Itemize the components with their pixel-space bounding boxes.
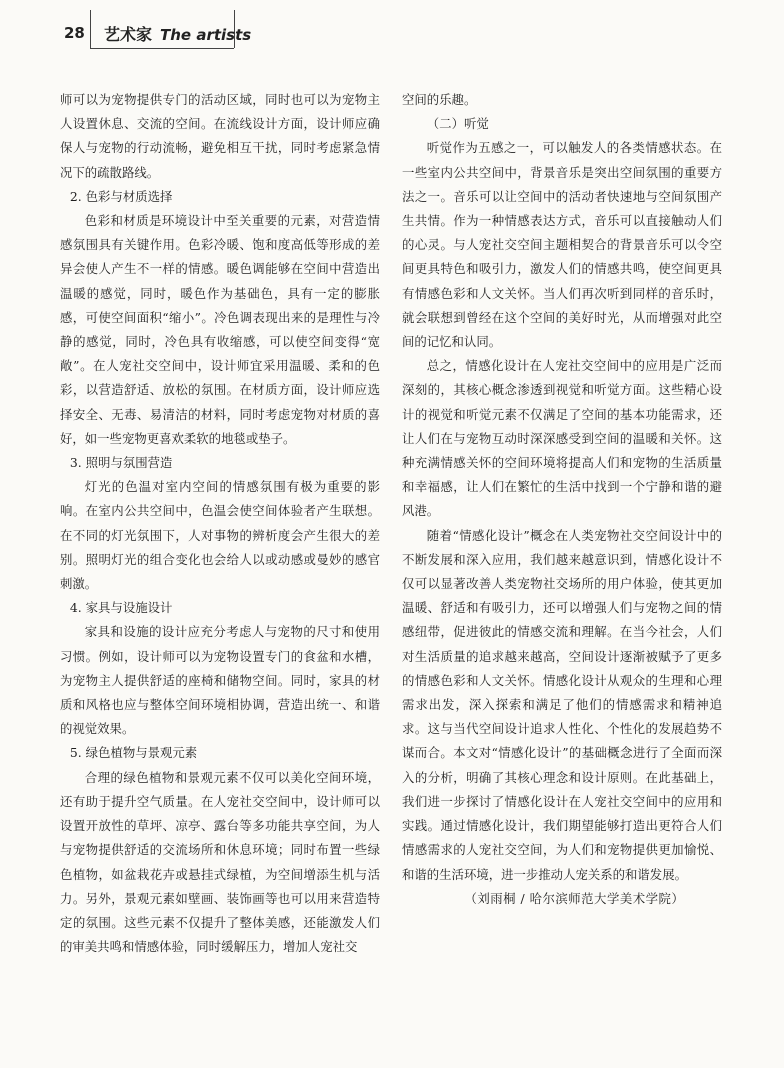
section-heading: 5. 绿色植物与景观元素 bbox=[69, 745, 198, 761]
page-header bbox=[0, 0, 784, 58]
paragraph: 听觉作为五感之一，可以触发人的各类情感状态。在一些室内公共空间中，背景音乐是突出空间氛围的重要方法之一。音乐可以让空间中的活动者快速地与空间氛围产生共情。作为一种情感表达方式，音乐可以直接触动人们的心灵。与人宠社交空间主题相契合的背景音乐可以令空间更具特色和吸引力，激发人们的情感共鸣，使空间更具有情感色彩和人文关怀。当人们再次听到同样的音乐时，就会联想到曾经在这个空间的美好时光，从而增强对此空间的记忆和认同。 bbox=[402, 140, 722, 350]
section-heading: 2. 色彩与材质选择 bbox=[69, 188, 173, 204]
header-rule bbox=[90, 48, 234, 49]
right-column bbox=[402, 88, 722, 911]
paragraph: 色彩和材质是环境设计中至关重要的元素，对营造情感氛围具有关键作用。色彩冷暖、饱和度高低等形成的差异会使人产生不一样的情感。暖色调能够在空间中营造出温暖的感觉，同时，暖色作为基础色，具有一定的膨胀感，可使空间面积“缩小”。冷色调表现出来的是理性与冷静的感觉，同时，冷色具有收缩感，可以使空间变得“宽敞”。在人宠社交空间中，设计师宜采用温暖、柔和的色彩，以营造舒适、放松的氛围。在材质方面，设计师应选择安全、无毒、易清洁的材料，同时考虑宠物对材质的喜好，如一些宠物更喜欢柔软的地毯或垫子。 bbox=[60, 213, 380, 446]
header-divider-left bbox=[90, 10, 91, 48]
author-affiliation: （刘雨桐 / 哈尔滨师范大学美术学院） bbox=[464, 890, 685, 906]
paragraph: 总之，情感化设计在人宠社交空间中的应用是广泛而深刻的，其核心概念渗透到视觉和听觉方面。这些精心设计的视觉和听觉元素不仅满足了空间的基本功能需求，还让人们在与宠物互动时深深感受到空间的温暖和关怀。这种充满情感关怀的空间环境将提高人们和宠物的生活质量和幸福感，让人们在繁忙的生活中找到一个宁静和谐的避风港。 bbox=[402, 358, 722, 519]
paragraph: 家具和设施的设计应充分考虑人与宠物的尺寸和使用习惯。例如，设计师可以为宠物设置专门的食盆和水槽，为宠物主人提供舒适的座椅和储物空间。同时，家具的材质和风格也应与整体空间环境相协调，营造出统一、和谐的视觉效果。 bbox=[60, 624, 380, 737]
paragraph: 灯光的色温对室内空间的情感氛围有极为重要的影响。在室内公共空间中，色温会使空间体验者产生联想。在不同的灯光氛围下，人对事物的辨析度会产生很大的差别。照明灯光的组合变化也会给人以或动感或曼妙的感官刺激。 bbox=[60, 479, 380, 592]
paragraph: 随着“情感化设计”概念在人类宠物社交空间设计中的不断发展和深入应用，我们越来越意识到，情感化设计不仅可以显著改善人类宠物社交场所的用户体验，使其更加温暖、舒适和有吸引力，还可以增强人们与宠物之间的情感纽带，促进彼此的情感交流和理解。在当今社会，人们对生活质量的追求越来越高，空间设计逐渐被赋予了更多的情感色彩和人文关怀。情感化设计从观众的生理和心理需求出发，深入探索和满足了他们的情感需求和精神追求。这与当代空间设计追求人性化、个性化的发展趋势不谋而合。本文对“情感化设计”的基础概念进行了全面而深入的分析，明确了其核心理念和设计原则。在此基础上，我们进一步探讨了情感化设计在人宠社交空间中的应用和实践。通过情感化设计，我们期望能够打造出更符合人们情感需求的人宠社交空间，为人们和宠物提供更加愉悦、和谐的生活环境，进一步推动人宠关系的和谐发展。 bbox=[402, 527, 722, 882]
journal-title-cn: 艺术家 bbox=[104, 25, 153, 44]
paragraph: 师可以为宠物提供专门的活动区域，同时也可以为宠物主人设置休息、交流的空间。在流线设计方面，设计师应确保人与宠物的行动流畅，避免相互干扰，同时考虑紧急情况下的疏散路线。 bbox=[60, 92, 380, 180]
journal-title bbox=[104, 22, 251, 45]
section-heading: （二）听觉 bbox=[426, 116, 489, 132]
section-heading: 3. 照明与氛围营造 bbox=[69, 455, 173, 471]
paragraph: 合理的绿色植物和景观元素不仅可以美化空间环境，还有助于提升空气质量。在人宠社交空间中，设计师可以设置开放性的草坪、凉亭、露台等多功能共享空间，为人与宠物提供舒适的交流场所和休息环境；同时布置一些绿色植物，如盆栽花卉或悬挂式绿植，为空间增添生机与活力。另外，景观元素如壁画、装饰画等也可以用来营造特定的氛围。这些元素不仅提升了整体美感，还能激发人们的审美共鸣和情感体验，同时缓解压力，增加人宠社交 bbox=[60, 769, 380, 955]
paragraph: 空间的乐趣。 bbox=[402, 92, 477, 107]
page-number: 28 bbox=[64, 24, 85, 42]
journal-title-en: The artists bbox=[160, 26, 252, 44]
section-heading: 4. 家具与设施设计 bbox=[69, 600, 173, 616]
left-column bbox=[60, 88, 380, 959]
